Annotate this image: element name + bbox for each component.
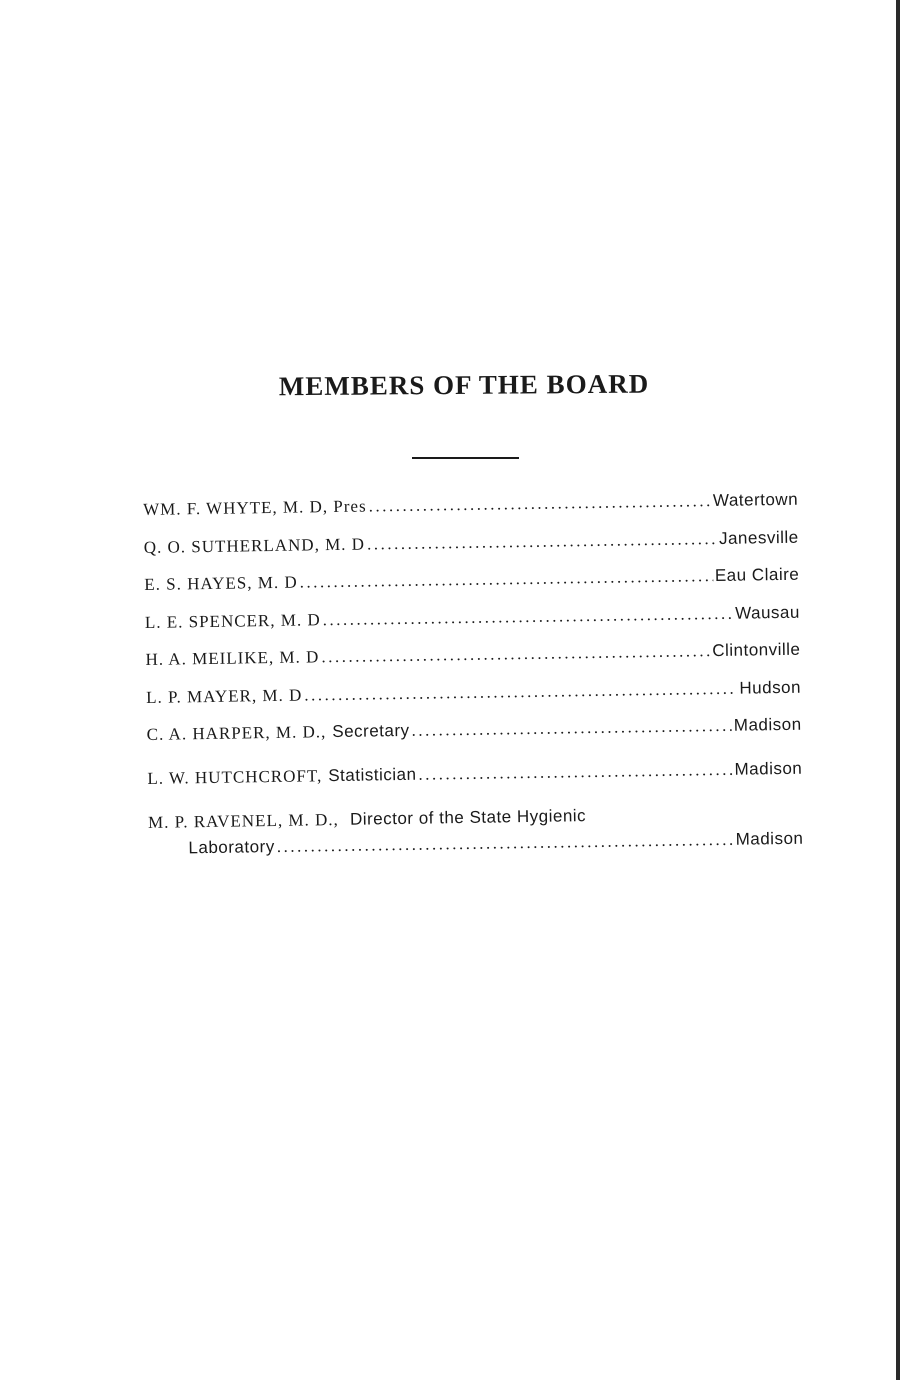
- member-place: Watertown: [712, 489, 799, 511]
- member-name: M. P. RAVENEL, M. D.,: [147, 809, 339, 832]
- member-place: Madison: [735, 828, 804, 849]
- member-role: , Pres: [322, 496, 367, 517]
- member-place: Madison: [733, 714, 802, 735]
- dot-leader: [367, 528, 717, 553]
- member-name: L. E. SPENCER, M. D: [144, 609, 321, 632]
- member-role: Director of the State Hygienic: [349, 806, 587, 829]
- page-edge: [896, 0, 900, 1380]
- member-place: Clintonville: [712, 639, 801, 661]
- member-name: L. P. MAYER, M. D: [145, 685, 303, 707]
- member-list: [143, 490, 804, 859]
- list-item: [148, 803, 804, 859]
- page-title: MEMBERS OF THE BOARD: [278, 368, 650, 402]
- member-name: E. S. HAYES, M. D: [144, 572, 298, 594]
- member-name: L. W. HUTCHCROFT,: [147, 766, 323, 788]
- member-role: Statistician: [328, 764, 417, 786]
- title-rule: [412, 457, 519, 459]
- member-role: Secretary: [332, 720, 410, 742]
- member-name: WM. F. WHYTE, M. D: [143, 497, 323, 519]
- member-role-continued: Laboratory: [188, 836, 275, 858]
- dot-leader: [411, 716, 732, 741]
- member-name: Q. O. SUTHERLAND, M. D: [143, 534, 366, 557]
- member-place: Janesville: [718, 527, 799, 548]
- member-name: H. A. MEILIKE, M. D: [145, 647, 320, 669]
- member-place: Eau Claire: [714, 564, 800, 586]
- member-place: Wausau: [734, 602, 800, 623]
- dot-leader: [368, 491, 711, 516]
- dot-leader: [418, 760, 732, 785]
- member-name: C. A. HARPER, M. D.,: [146, 722, 327, 744]
- dot-leader: [277, 830, 734, 857]
- member-place: Hudson: [739, 677, 802, 698]
- member-second-line: [148, 829, 803, 859]
- member-place: Madison: [734, 758, 803, 779]
